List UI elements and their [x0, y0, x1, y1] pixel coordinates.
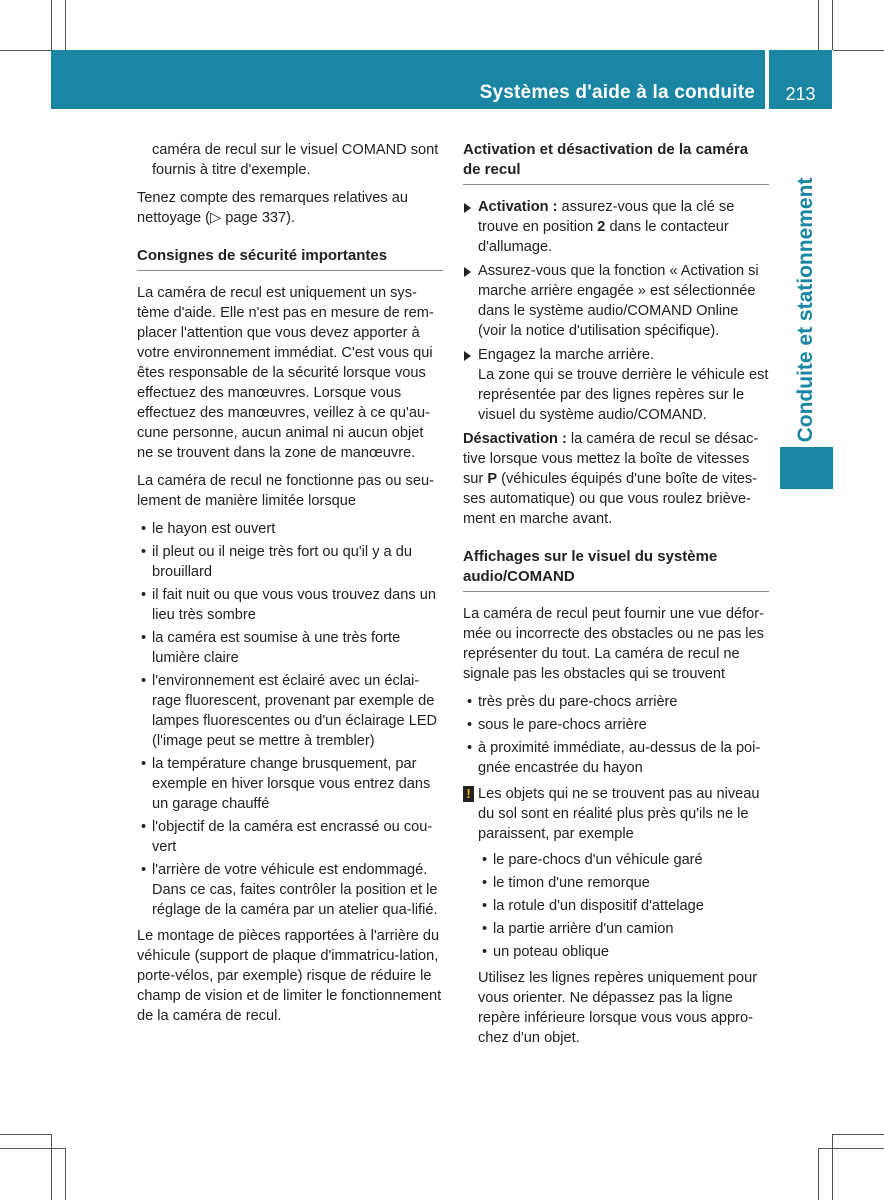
page-number: 213	[785, 84, 816, 104]
section-tab-marker	[780, 447, 833, 489]
list-item: • il pleut ou il neige très fort ou qu'il y a du brouillard	[137, 542, 443, 582]
heading-display: Affichages sur le visuel du système audio/COMAND	[463, 547, 769, 592]
instruction-step: Engagez la marche arrière. La zone qui se trouve derrière le véhicule est représentée par des lignes repères sur le visuel du système audio/COMAND.	[463, 345, 769, 425]
obstacle-list	[463, 692, 769, 778]
list-item: • très près du pare-chocs arrière	[463, 692, 769, 712]
list-item: • le pare-chocs d'un véhicule garé	[478, 850, 769, 870]
list-item: • à proximité immédiate, au-dessus de la poi-gnée encastrée du hayon	[463, 738, 769, 778]
instruction-step: Assurez-vous que la fonction « Activation si marche arrière engagée » est sélectionnée dans le système audio/COMAND Online (voir la notice d'utilisation spécifique).	[463, 261, 769, 341]
instruction-step: Activation : assurez-vous que la clé se trouve en position 2 dans le contacteur d'allumage.	[463, 197, 769, 257]
crop-mark	[0, 1148, 65, 1149]
list-item: • sous le pare-chocs arrière	[463, 715, 769, 735]
list-item: • la température change brusquement, par exemple en hiver lorsque vous entrez dans un garage chauffé	[137, 754, 443, 814]
crop-mark	[51, 0, 52, 50]
list-item: • un poteau oblique	[478, 942, 769, 962]
warning-note: ! Les objets qui ne se trouvent pas au niveau du sol sont en réalité plus près qu'ils ne le paraissent, par exemple	[463, 784, 769, 844]
list-item: • la rotule d'un dispositif d'attelage	[478, 896, 769, 916]
arrow-right-icon	[464, 267, 471, 277]
conditions-list	[137, 519, 443, 920]
heading-safety: Consignes de sécurité importantes	[137, 246, 443, 271]
display-paragraph: La caméra de recul peut fournir une vue défor-mée ou incorrecte des obstacles ou ne pas les représenter du tout. La caméra de recul ne signale pas les obstacles qui se trouvent	[463, 606, 764, 682]
arrow-right-icon	[464, 203, 471, 213]
crop-mark	[51, 1134, 52, 1200]
crop-mark	[0, 1134, 51, 1135]
list-item: • l'arrière de votre véhicule est endommagé. Dans ce cas, faites contrôler la position et le réglage de la caméra par un atelier qua-lifié.	[137, 860, 443, 920]
list-item: • le timon d'une remorque	[478, 873, 769, 893]
crop-mark	[833, 50, 884, 51]
list-item: • l'objectif de la caméra est encrassé ou cou-vert	[137, 817, 443, 857]
page-header	[51, 50, 765, 109]
list-item: • l'environnement est éclairé avec un éclai-rage fluorescent, provenant par exemple de lampes fluorescentes ou d'un éclairage LED (l'image peut se mettre à trembler)	[137, 671, 443, 751]
limitation-paragraph: La caméra de recul ne fonctionne pas ou seu-lement de manière limitée lorsque	[137, 473, 434, 509]
crop-mark	[65, 1148, 66, 1200]
arrow-right-icon	[464, 351, 471, 361]
warning-icon: !	[463, 786, 474, 802]
closing-paragraph: Utilisez les lignes repères uniquement pour vous orienter. Ne dépassez pas la ligne repère inférieure lorsque vous vous appro-chez d'un objet.	[478, 970, 758, 1046]
list-item: • le hayon est ouvert	[137, 519, 443, 539]
crop-mark	[818, 1148, 884, 1149]
crop-mark	[832, 1134, 833, 1200]
safety-paragraph: La caméra de recul est uniquement un sys-tème d'aide. Elle n'est pas en mesure de rem-placer l'attention que vous devez apporter à votre environnement immédiat. C'est vous qui êtes responsable de la sécurité lorsque vous effectuez des manœuvres. Lorsque vous effectuez des manœuvres, veillez à ce qu'au-cune personne, aucun animal ni aucun objet ne se trouvent dans la zone de manœuvre.	[137, 285, 434, 461]
examples-list	[463, 850, 769, 962]
page-title: Systèmes d'aide à la conduite	[479, 82, 755, 103]
crop-mark	[833, 1134, 884, 1135]
intro-text: caméra de recul sur le visuel COMAND sont fournis à titre d'exemple.	[152, 142, 439, 178]
section-side-label: Conduite et stationnement	[794, 177, 817, 443]
mounting-paragraph: Le montage de pièces rapportées à l'arrière du véhicule (support de plaque d'immatricu-lation, porte-vélos, par exemple) risque de réduire le champ de vision et de limiter le fonctionnement de la caméra de recul.	[137, 928, 442, 1024]
cleaning-note: Tenez compte des remarques relatives au nettoyage (▷ page 337).	[137, 190, 408, 226]
crop-mark	[65, 0, 66, 50]
crop-mark	[0, 50, 51, 51]
deactivation-paragraph: Désactivation : la caméra de recul se désac-tive lorsque vous mettez la boîte de vitesses sur P (véhicules équipés d'une boîte de vites-ses automatique) ou que vous roulez briève-ment en marche avant.	[463, 431, 759, 527]
list-item: • la caméra est soumise à une très forte lumière claire	[137, 628, 443, 668]
heading-activation: Activation et désactivation de la caméra de recul	[463, 140, 769, 185]
crop-mark	[832, 0, 833, 50]
list-item: • la partie arrière d'un camion	[478, 919, 769, 939]
left-column	[137, 140, 443, 1034]
step-result: La zone qui se trouve derrière le véhicule est représentée par des lignes repères sur le visuel du système audio/COMAND.	[478, 367, 769, 423]
page-number-box	[769, 50, 832, 109]
right-column	[463, 140, 769, 1056]
crop-mark	[818, 0, 819, 50]
crop-mark	[818, 1148, 819, 1200]
list-item: • il fait nuit ou que vous vous trouvez dans un lieu très sombre	[137, 585, 443, 625]
